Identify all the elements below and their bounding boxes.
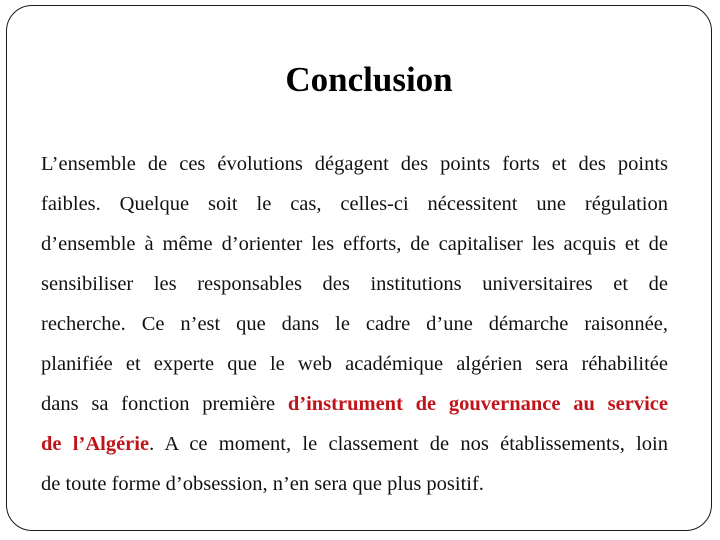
conclusion-paragraph bbox=[41, 144, 668, 504]
paragraph-line bbox=[41, 424, 668, 464]
paragraph-line: L’ensemble de ces évolutions dégagent des points forts et des points bbox=[41, 153, 668, 175]
paragraph-line: faibles. Quelque soit le cas, celles-ci nécessitent une régulation bbox=[41, 193, 668, 215]
paragraph-text: . A ce moment, le classement de nos établissements, loin bbox=[149, 433, 668, 455]
slide-title: Conclusion bbox=[285, 60, 453, 99]
paragraph-line bbox=[41, 384, 668, 424]
paragraph-text: dans sa fonction première bbox=[41, 393, 288, 415]
paragraph-line: recherche. Ce n’est que dans le cadre d’une démarche raisonnée, bbox=[41, 313, 668, 335]
paragraph-line: de toute forme d’obsession, n’en sera que plus positif. bbox=[41, 473, 484, 495]
emphasized-phrase: d’instrument de gouvernance au service bbox=[287, 393, 668, 415]
paragraph-line: sensibiliser les responsables des institutions universitaires et de bbox=[41, 273, 668, 295]
emphasized-phrase: de l’Algérie bbox=[41, 433, 150, 455]
paragraph-line: planifiée et experte que le web académique algérien sera réhabilitée bbox=[41, 353, 668, 375]
paragraph-line: d’ensemble à même d’orienter les efforts, de capitaliser les acquis et de bbox=[41, 233, 668, 255]
